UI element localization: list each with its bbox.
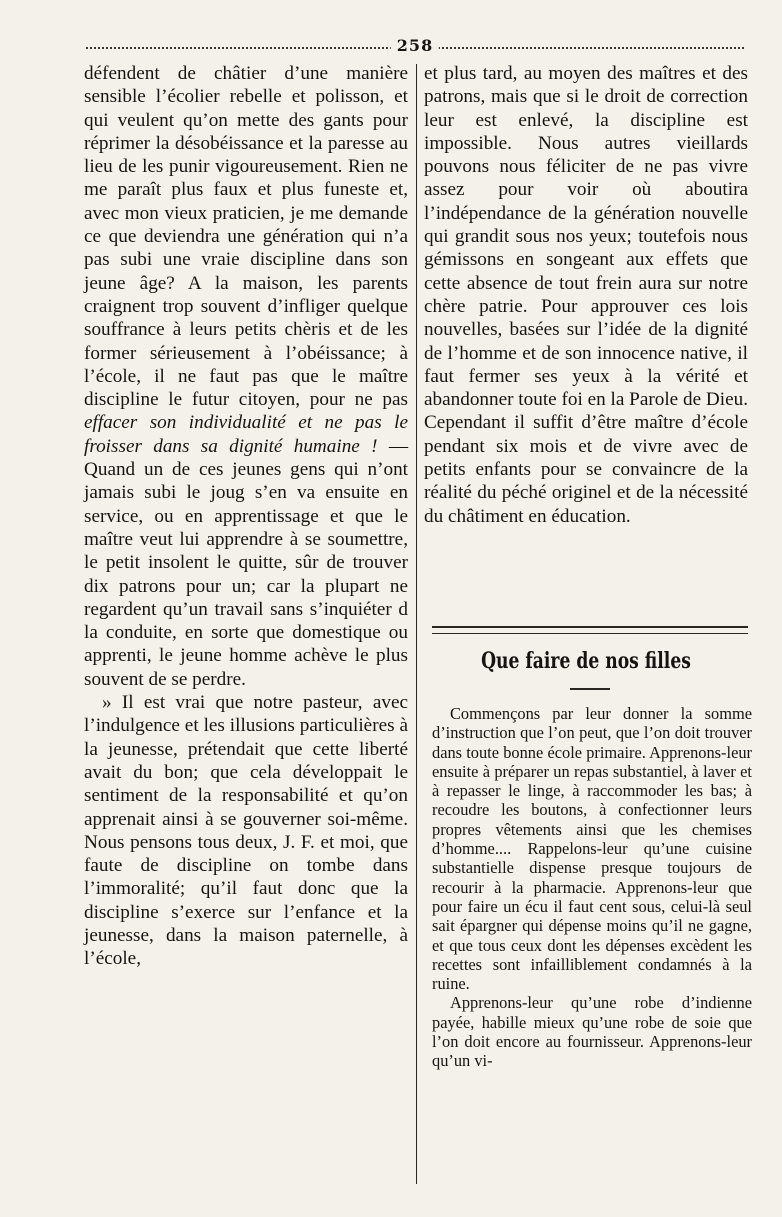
left-paragraph-1-text-cont: — Quand un de ces jeunes gens qui n’ont jamais subi le joug s’en va ensuite en service, ou en apprentissage et que le maître veut lui apprendre à se soumettre, le petit insolent le quitte, sûr de trouver dix patrons pour un; car la plupart ne regardent qu’un travail sans s’inquiéter d la conduite, en sorte que domestique ou apprenti, le jeune homme achève le plus souvent de se perdre.: [84, 435, 409, 690]
left-paragraph-1: [84, 62, 408, 691]
left-paragraph-1-italic: effacer son individualité et ne pas le froisser dans sa dignité humaine !: [84, 412, 408, 457]
left-column: [84, 62, 408, 971]
page-number: 258: [391, 36, 439, 55]
left-paragraph-1-text: défendent de châtier d’une manière sensible l’écolier rebelle et polisson, et qui veulent qu’on mette des gants pour réprimer la désobéissance et la paresse au lieu de les punir vigoureusement. Rien ne me paraît plus faux et plus funeste et, avec mon vieux praticien, je me demande ce que deviendra une génération qui n’a pas subi une vraie discipline dans son jeune âge? A la maison, les parents craignent trop souvent d’infliger quelque souffrance à leurs petits chèris et de les former sérieusement à l’obéissance; à l’école, il ne faut pas que le maître discipline le futur citoyen, pour ne pas: [84, 63, 408, 411]
article-paragraph-1: Commençons par leur donner la somme d’instruction que l’on peut, que l’on doit trouver dans toute bonne école primaire. Apprenons-leur ensuite à préparer un repas substantiel, à laver et à repasser le linge, à raccommoder les bas; à recoudre les boutons, à confectionner leurs propres vêtements ainsi que les chemises d’homme.... Rappelons-leur qu’une cuisine substantielle dispense presque toujours de recourir à la pharmacie. Apprenons-leur que pour faire un écu il faut cent sous, celui-là seul sait épargner qui dépense moins qu’il ne gagne, et que tous ceux dont les dépenses excèdent les recettes sont infailliblement condamnés à la ruine.: [432, 704, 752, 994]
article-title: Que faire de nos filles: [481, 648, 691, 674]
right-column: [424, 62, 748, 528]
article-body: [432, 704, 752, 1071]
title-rule: [570, 688, 610, 690]
article-paragraph-2: Apprenons-leur qu’une robe d’indienne payée, habille mieux qu’une robe de soie que l’on doit encore au fournisseur. Apprenons-leur qu’un vi-: [432, 993, 752, 1071]
column-divider: [416, 64, 417, 1184]
right-paragraph-1: et plus tard, au moyen des maîtres et des patrons, mais que si le droit de correction leur est enlevé, la discipline est impossible. Nous autres vieillards pouvons nous féliciter de ne pas vivre assez pour voir où aboutira l’indépendance de la génération nouvelle qui grandit sous nos yeux; toutefois nous gémissons en songeant aux effets que cette absence de tout frein aura sur notre chère patrie. Pour approuver ces lois nouvelles, basées sur l’idée de la dignité de l’homme et de son innocence native, il faut fermer ses yeux à la vérité et abandonner toute foi en la Parole de Dieu. Cependant il suffit d’être maître d’école pendant six mois et de vivre avec de petits enfants pour se convaincre de la réalité du péché originel et de la nécessité du châtiment en éducation.: [424, 63, 748, 527]
section-separator: [432, 626, 748, 634]
left-paragraph-2: » Il est vrai que notre pasteur, avec l’indulgence et les illusions particulières à la jeunesse, prétendait que cette liberté avait du bon; que cela développait le sentiment de la responsabilité et qu’on apprenait ainsi à se gouverner soi-même. Nous pensons tous deux, J. F. et moi, que faute de discipline on tombe dans l’immoralité; qu’il faut donc que la discipline s’exerce sur l’enfance et la jeunesse, dans la maison paternelle, à l’école,: [84, 692, 408, 970]
page-header: [86, 36, 744, 58]
